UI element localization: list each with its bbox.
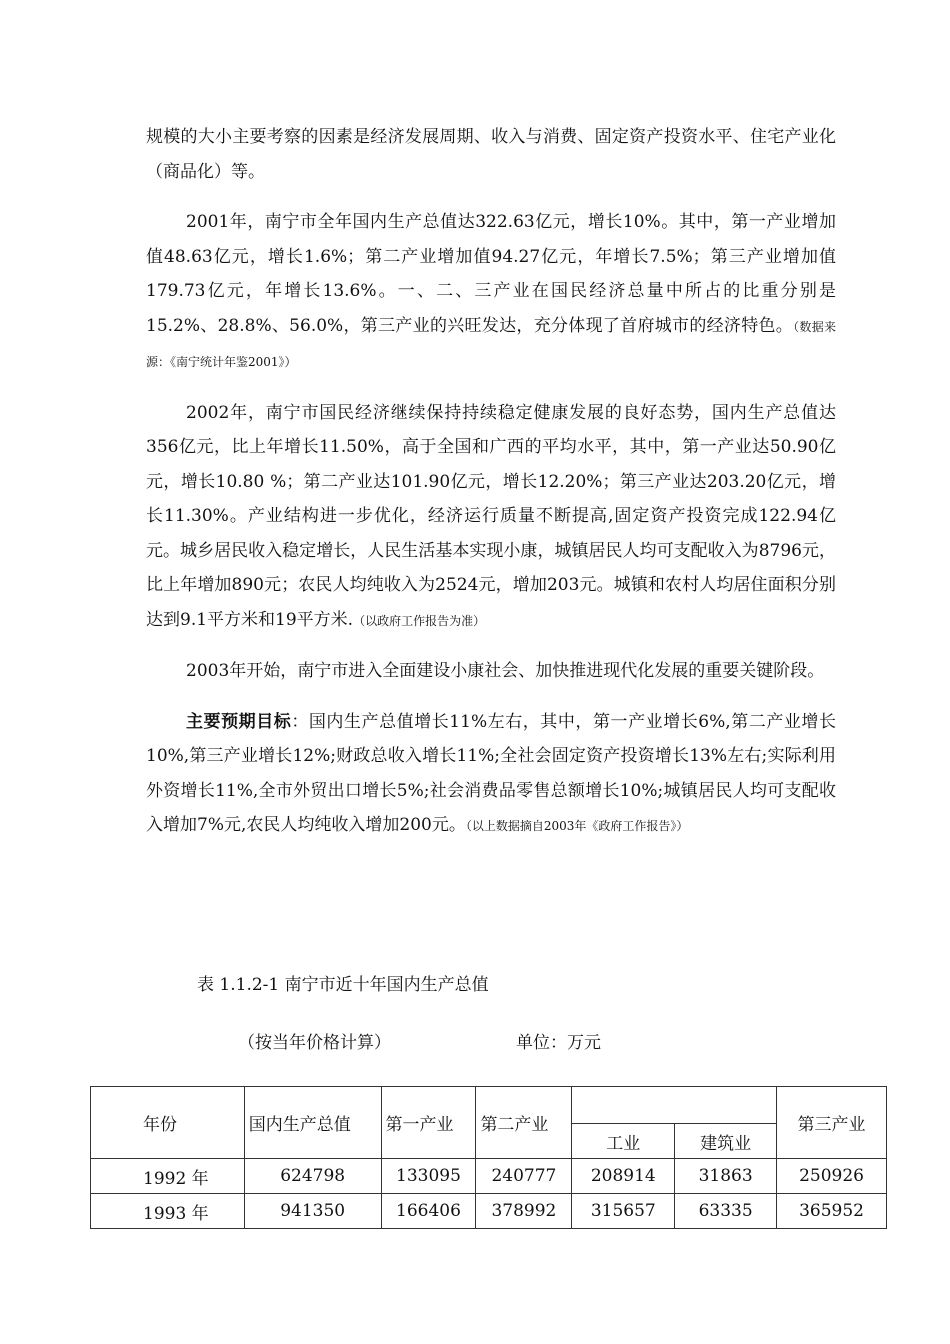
- header-secondary: 第二产业: [476, 1087, 572, 1159]
- table-caption: 表 1.1.2-1 南宁市近十年国内生产总值: [197, 975, 489, 995]
- header-gdp: 国内生产总值: [244, 1087, 381, 1159]
- targets-label: 主要预期目标: [186, 711, 292, 732]
- paragraph-text: 2002年，南宁市国民经济继续保持持续稳定健康发展的良好态势，国内生产总值达356亿元，比上年增长11.50%，高于全国和广西的平均水平，其中，第一产业达50.90亿元，增长10.80 %；第二产业达101.90亿元，增长12.20%；第三产业达203.20亿元，增长11.30%。产业结构进一步优化，经济运行质量不断提高,固定资产投资完成122.94亿元。城乡居民收入稳定增长，人民生活基本实现小康，城镇居民人均可支配收入为8796元，比上年增加890元；农民人均纯收入为2524元，增加203元。城镇和农村人均居住面积分别达到9.1平方米和19平方米.: [146, 402, 836, 630]
- header-year: 年份: [91, 1087, 245, 1159]
- paragraph-targets: [146, 705, 836, 844]
- source-note: （以政府工作报告为准）: [353, 613, 486, 628]
- cell-gdp: 941350: [244, 1194, 381, 1229]
- cell-secondary: 240777: [476, 1159, 572, 1194]
- table-unit: 单位：万元: [516, 1033, 601, 1053]
- paragraph-text: 2003年开始，南宁市进入全面建设小康社会、加快推进现代化发展的重要关键阶段。: [186, 661, 825, 681]
- header-industry: 工业: [572, 1124, 675, 1159]
- cell-industry: 315657: [572, 1194, 675, 1229]
- table-row: [91, 1194, 887, 1229]
- header-construction: 建筑业: [675, 1124, 777, 1159]
- cell-tertiary: 365952: [777, 1194, 887, 1229]
- table-header-row: [91, 1087, 887, 1124]
- header-secondary-breakdown: [572, 1087, 777, 1124]
- cell-construction: 63335: [675, 1194, 777, 1229]
- header-tertiary: 第三产业: [777, 1087, 887, 1159]
- cell-primary: 133095: [381, 1159, 476, 1194]
- table-row: [91, 1159, 887, 1194]
- paragraph-text: 2001年，南宁市全年国内生产总值达322.63亿元，增长10%。其中，第一产业增加值48.63亿元，增长1.6%；第二产业增加值94.27亿元，年增长7.5%；第三产业增加值179.73亿元，年增长13.6%。一、二、三产业在国民经济总量中所占的比重分别是15.2%、28.8%、56.0%，第三产业的兴旺发达，充分体现了首府城市的经济特色。: [146, 212, 836, 336]
- cell-year: 1993 年: [91, 1194, 245, 1229]
- header-primary: 第一产业: [381, 1087, 476, 1159]
- paragraph-2003: [146, 654, 836, 689]
- cell-primary: 166406: [381, 1194, 476, 1229]
- paragraph-scale-factors: [146, 120, 836, 189]
- cell-construction: 31863: [675, 1159, 777, 1194]
- cell-industry: 208914: [572, 1159, 675, 1194]
- source-note: （以上数据摘自2003年《政府工作报告》）: [465, 819, 689, 833]
- table-subcaption: （按当年价格计算）: [238, 1033, 391, 1053]
- source-note: （数据来源：《南宁统计年鉴2001》）: [146, 319, 836, 369]
- paragraph-text: 规模的大小主要考察的因素是经济发展周期、收入与消费、固定资产投资水平、住宅产业化（商品化）等。: [146, 127, 836, 182]
- paragraph-text: ：国内生产总值增长11%左右，其中，第一产业增长6%,第二产业增长10%,第三产业增长12%;财政总收入增长11%;全社会固定资产投资增长13%左右;实际利用外资增长11%,全市外贸出口增长5%;社会消费品零售总额增长10%;城镇居民人均可支配收入增加7%元,农民人均纯收入增加200元。: [146, 711, 836, 835]
- cell-tertiary: 250926: [777, 1159, 887, 1194]
- gdp-table: [90, 1086, 887, 1229]
- document-body: [146, 120, 836, 844]
- paragraph-2002: [146, 396, 836, 639]
- cell-year: 1992 年: [91, 1159, 245, 1194]
- cell-gdp: 624798: [244, 1159, 381, 1194]
- cell-secondary: 378992: [476, 1194, 572, 1229]
- paragraph-2001: [146, 205, 836, 380]
